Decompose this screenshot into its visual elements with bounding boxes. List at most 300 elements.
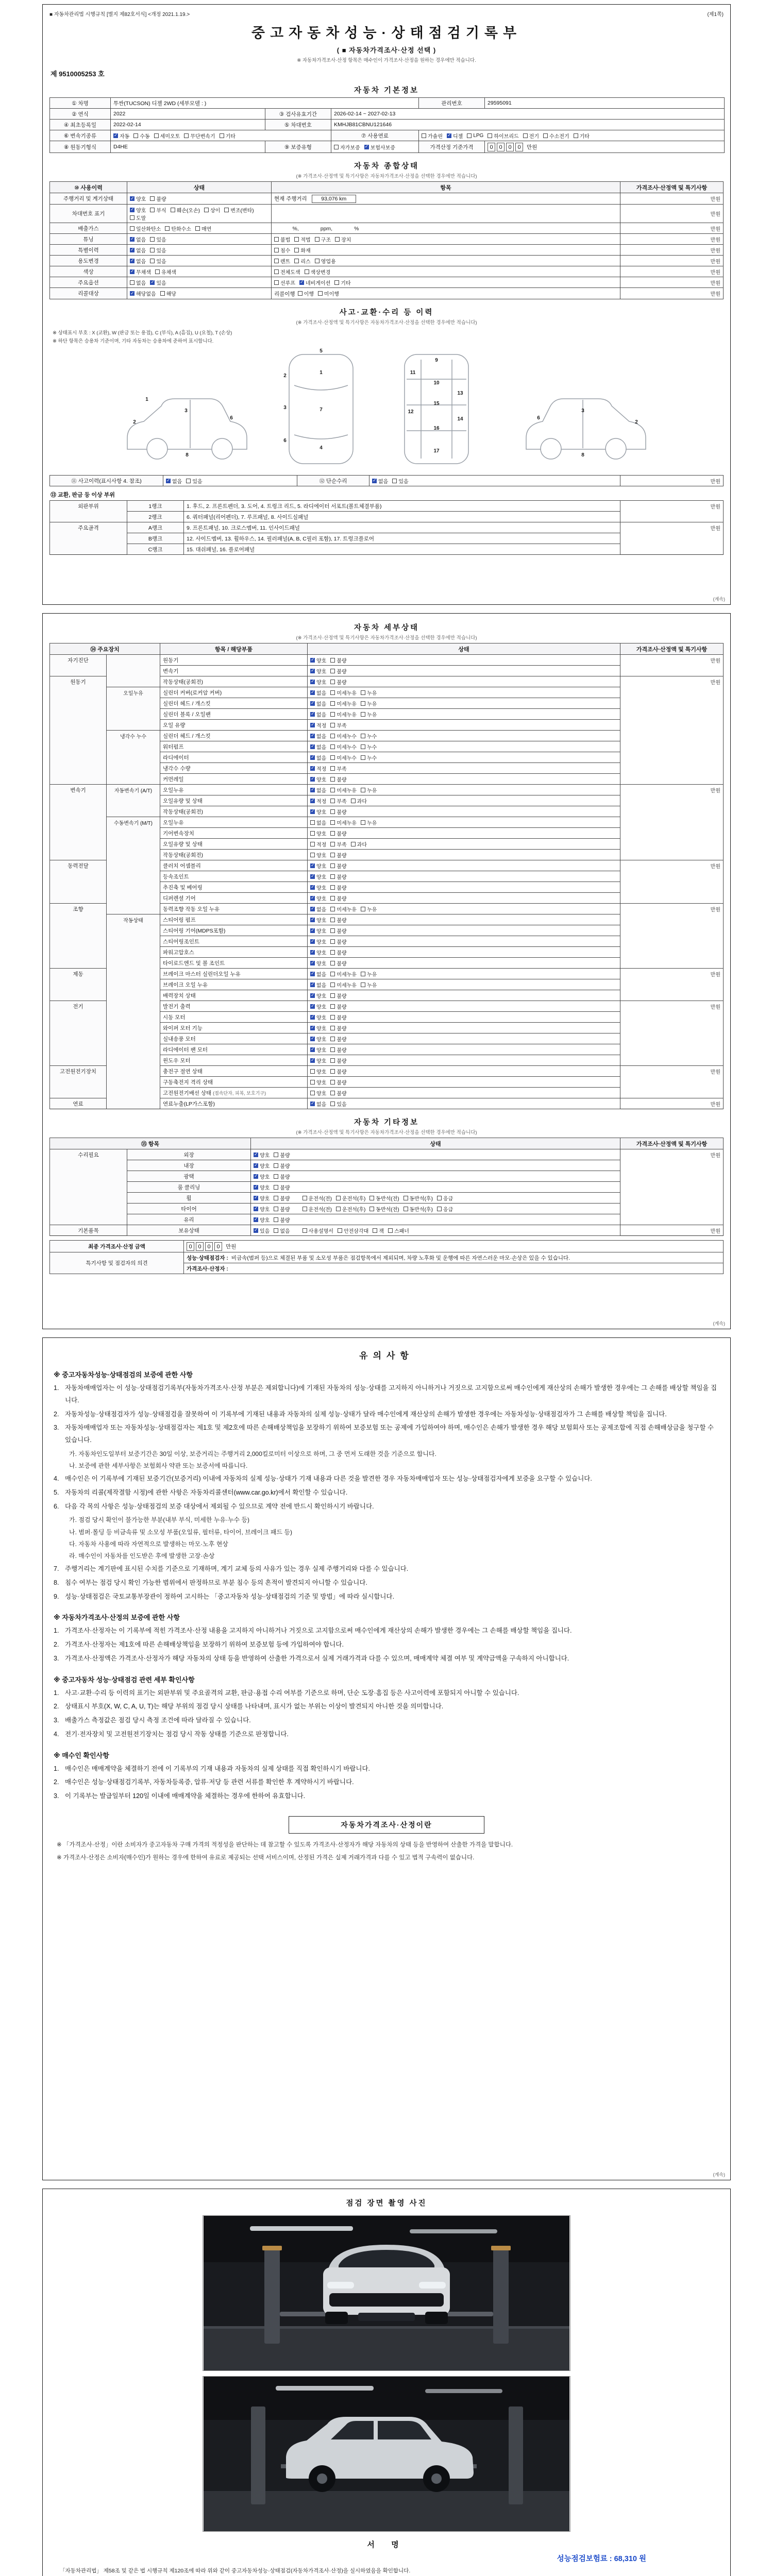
checkbox-option[interactable]	[330, 765, 346, 772]
checkbox-option[interactable]	[330, 775, 346, 783]
checkbox-option[interactable]	[150, 235, 166, 243]
checkbox-option[interactable]	[130, 246, 146, 254]
checkbox-option[interactable]	[334, 279, 350, 286]
checkbox-option[interactable]	[404, 1205, 433, 1213]
checkbox-option[interactable]	[318, 290, 339, 297]
checkbox-option[interactable]	[310, 840, 326, 848]
checkbox-option[interactable]	[274, 1173, 290, 1180]
checkbox-label: 양호	[316, 928, 327, 935]
checkbox-option[interactable]	[574, 132, 590, 140]
notice-item-text: 전기·전자장치 및 고전원전기장치는 점검 당시 작동 상태를 기준으로 판정합니다.	[65, 1730, 289, 1738]
checkbox-option[interactable]	[447, 132, 463, 140]
checkbox-option[interactable]	[274, 1162, 290, 1170]
basic-info-table	[49, 97, 725, 153]
checkbox-option[interactable]	[274, 279, 295, 286]
checkbox-option[interactable]	[310, 1100, 326, 1108]
checkbox-label: 양호	[260, 1196, 270, 1202]
usage-state-cell	[127, 277, 272, 288]
checkbox-option[interactable]	[330, 819, 357, 826]
checkbox-option[interactable]	[310, 689, 326, 697]
checkbox-option[interactable]	[130, 268, 151, 276]
checkbox-option[interactable]	[310, 710, 326, 718]
checkbox-option[interactable]	[361, 754, 377, 761]
checkbox-label: 양호	[316, 918, 327, 924]
checkbox-option[interactable]	[351, 840, 367, 848]
checkbox-option[interactable]	[254, 1194, 270, 1202]
device-state-cell	[308, 785, 620, 795]
checkbox-option[interactable]	[310, 873, 326, 880]
table-header-row	[50, 643, 724, 655]
checkbox-option[interactable]	[130, 290, 156, 297]
checkbox-option[interactable]	[330, 1057, 346, 1064]
checkbox-icon	[330, 1047, 335, 1052]
checkbox-option[interactable]	[150, 279, 166, 286]
checkbox-option[interactable]	[310, 765, 326, 772]
checkbox-option[interactable]	[330, 873, 346, 880]
checkbox-icon	[274, 269, 279, 274]
table-row	[50, 1241, 724, 1252]
usage-item-label: 주행거리 및 계기상태	[50, 193, 127, 205]
checkbox-option[interactable]	[330, 1078, 346, 1086]
checkbox-option[interactable]	[310, 927, 326, 935]
checkbox-option[interactable]	[310, 819, 326, 826]
checkbox-label: 없음	[136, 280, 146, 286]
checkbox-option[interactable]	[330, 948, 346, 956]
checkbox-icon	[310, 734, 315, 738]
price-cell	[620, 958, 724, 969]
checkbox-option[interactable]	[303, 1227, 333, 1234]
checkbox-option[interactable]	[330, 992, 346, 999]
device-item-label: 클러치 어셈블리	[163, 862, 201, 869]
price-cell	[620, 698, 724, 709]
checkbox-label: 선루프	[280, 280, 295, 286]
checkbox-option[interactable]	[361, 905, 377, 913]
checkbox-option[interactable]	[336, 1205, 365, 1213]
checkbox-option[interactable]	[195, 225, 211, 232]
checkbox-option[interactable]	[310, 981, 326, 989]
checkbox-option[interactable]	[310, 851, 326, 859]
checkbox-option[interactable]	[330, 927, 346, 935]
checkbox-icon	[437, 1207, 442, 1211]
checkbox-option[interactable]	[361, 689, 377, 697]
table-row	[50, 1149, 724, 1160]
checkbox-option[interactable]	[330, 732, 357, 740]
checkbox-option[interactable]	[310, 970, 326, 978]
checkbox-option[interactable]	[330, 1024, 346, 1032]
section-title: 점검 장면 촬영 사진	[346, 2199, 427, 2208]
checkbox-option[interactable]	[330, 808, 346, 816]
checkbox-option[interactable]	[330, 1003, 346, 1010]
checkbox-option[interactable]	[330, 1100, 346, 1108]
checkbox-option[interactable]	[150, 257, 166, 265]
checkbox-option[interactable]	[351, 797, 367, 805]
checkbox-option[interactable]	[130, 279, 146, 286]
checkbox-label: 누유	[366, 972, 377, 978]
checkbox-option[interactable]	[373, 1227, 384, 1234]
checkbox-label: 있음	[337, 1101, 347, 1108]
checkbox-label: 양호	[316, 1047, 327, 1054]
notice-item	[54, 1687, 719, 1700]
checkbox-option[interactable]	[310, 786, 326, 794]
checkbox-option[interactable]	[330, 894, 346, 902]
checkbox-option[interactable]	[310, 732, 326, 740]
signature-statement-1: 「자동차관리법」 제58조 및 같은 법 시행규칙 제120조에 따라 위와 같이 중고자동차성능·상태점검(자동차가격조사·산정)을 실시하였음을 확인합니다.	[60, 2568, 411, 2574]
checkbox-option[interactable]	[150, 246, 166, 254]
checkbox-option[interactable]	[274, 257, 290, 265]
device-item-label: 오일누유	[163, 787, 184, 793]
device-category	[50, 666, 107, 676]
checkbox-option[interactable]	[488, 132, 518, 140]
table-row	[50, 544, 724, 555]
checkbox-label: 잭	[379, 1228, 384, 1234]
checkbox-option[interactable]	[369, 1205, 399, 1213]
checkbox-option[interactable]	[274, 235, 290, 243]
notice-item-text: 침수 여부는 점검 당시 확인 가능한 범위에서 판정하므로 부분 침수 등의 흔적이 발견되지 아니할 수 있습니다.	[65, 1579, 367, 1586]
checkbox-option[interactable]	[330, 797, 346, 805]
table-row	[50, 1160, 724, 1171]
checkbox-option[interactable]	[165, 225, 191, 232]
checkbox-option[interactable]	[274, 1205, 290, 1213]
checkbox-option[interactable]	[130, 206, 146, 214]
device-category	[50, 1012, 107, 1023]
checkbox-label: 불량	[280, 1207, 290, 1213]
checkbox-option[interactable]	[335, 235, 351, 243]
checkbox-option[interactable]	[254, 1216, 270, 1224]
checkbox-icon	[310, 907, 315, 911]
checkbox-option[interactable]	[171, 206, 200, 214]
checkbox-option[interactable]	[310, 700, 326, 707]
table-row	[50, 533, 724, 544]
price-cell	[620, 731, 724, 741]
checkbox-option[interactable]	[310, 1013, 326, 1021]
checkbox-option[interactable]	[330, 656, 346, 664]
etc-item-label: 룸 클리닝	[127, 1182, 251, 1193]
checkbox-option[interactable]	[224, 206, 254, 214]
checkbox-option[interactable]	[274, 246, 290, 254]
device-item-label: 실내송풍 모터	[163, 1036, 196, 1042]
checkbox-label: 동반석(후)	[409, 1196, 433, 1202]
diagram-part-number: 13	[457, 391, 463, 396]
checkbox-option[interactable]	[330, 840, 346, 848]
checkbox-icon	[294, 259, 299, 263]
checkbox-option[interactable]	[310, 992, 326, 999]
checkbox-option[interactable]	[330, 862, 346, 870]
detail-row	[50, 655, 724, 666]
checkbox-option[interactable]	[310, 938, 326, 945]
checkbox-option[interactable]	[310, 1024, 326, 1032]
vehicle-damage-diagram	[116, 347, 657, 471]
notice-item-number: 9.	[54, 1592, 59, 1600]
device-state-cell	[308, 860, 620, 871]
checkbox-option[interactable]	[315, 257, 336, 265]
checkbox-option[interactable]	[361, 981, 377, 989]
checkbox-option[interactable]	[330, 689, 357, 697]
checkbox-option[interactable]	[310, 1089, 326, 1097]
checkbox-option[interactable]	[330, 938, 346, 945]
checkbox-icon	[171, 208, 175, 212]
checkbox-option[interactable]	[330, 1035, 346, 1043]
checkbox-option[interactable]	[361, 710, 377, 718]
checkbox-option[interactable]	[186, 477, 202, 485]
device-state-cell	[308, 795, 620, 806]
checkbox-option[interactable]	[330, 700, 357, 707]
checkbox-option[interactable]	[330, 1067, 346, 1075]
checkbox-label: 양호	[316, 669, 327, 675]
checkbox-option[interactable]	[330, 905, 357, 913]
checkbox-icon	[361, 690, 365, 695]
checkbox-icon	[274, 1217, 278, 1222]
checkbox-option[interactable]	[310, 656, 326, 664]
checkbox-option[interactable]	[310, 884, 326, 891]
checkbox-option[interactable]	[303, 1205, 332, 1213]
checkbox-option[interactable]	[150, 206, 166, 214]
checkbox-icon	[334, 280, 339, 285]
checkbox-option[interactable]	[310, 667, 326, 675]
checkbox-option[interactable]	[204, 206, 220, 214]
checkbox-label: 있음	[192, 479, 203, 485]
checkbox-option[interactable]	[294, 257, 310, 265]
checkbox-icon	[113, 133, 118, 138]
checkbox-option[interactable]	[254, 1227, 270, 1234]
checkbox-option[interactable]	[113, 132, 129, 140]
checkbox-option[interactable]	[330, 970, 357, 978]
checkbox-option[interactable]	[310, 775, 326, 783]
checkbox-option[interactable]	[274, 1151, 290, 1159]
checkbox-option[interactable]	[338, 1227, 368, 1234]
device-category	[50, 741, 107, 752]
device-item	[160, 655, 308, 666]
checkbox-icon	[330, 831, 335, 836]
checkbox-option[interactable]	[310, 743, 326, 751]
checkbox-option[interactable]	[254, 1173, 270, 1180]
checkbox-label: 적법	[300, 237, 311, 243]
checkbox-option[interactable]	[130, 225, 161, 232]
diagram-part-number: 11	[410, 370, 416, 376]
device-category	[50, 774, 107, 785]
checkbox-option[interactable]	[392, 477, 408, 485]
checkbox-option[interactable]	[310, 1067, 326, 1075]
checkbox-option[interactable]	[330, 829, 346, 837]
checkbox-option[interactable]	[330, 754, 357, 761]
checkbox-option[interactable]	[254, 1183, 270, 1191]
model-year-label: ② 연식	[50, 109, 111, 120]
device-item-label: 실린더 헤드 / 개스킷	[163, 733, 211, 739]
checkbox-option[interactable]	[361, 743, 377, 751]
checkbox-option[interactable]	[274, 1194, 290, 1202]
notice-item-text: 사고·교환·수리 등 이력의 표기는 외판부위 및 주요골격의 교환, 판금·용접 수리 여부를 기준으로 하며, 단순 도장·흠집 등은 사고이력에 포함되지 아니할 수 있습니다.	[65, 1689, 519, 1697]
checkbox-option[interactable]	[330, 786, 357, 794]
device-state-cell	[308, 925, 620, 936]
table-row	[50, 130, 725, 141]
detail-row	[50, 720, 724, 731]
checkbox-option[interactable]	[330, 981, 357, 989]
checkbox-option[interactable]	[160, 290, 176, 297]
device-subgroup	[107, 1033, 160, 1044]
checkbox-option[interactable]	[310, 829, 326, 837]
checkbox-option[interactable]	[361, 819, 377, 826]
checkbox-option[interactable]	[310, 797, 326, 805]
appraiser-opinion	[184, 1263, 724, 1274]
checkbox-option[interactable]	[330, 1046, 346, 1054]
checkbox-option[interactable]	[310, 1003, 326, 1010]
device-item-label: 라디에이터	[163, 754, 189, 761]
checkbox-option[interactable]	[310, 959, 326, 967]
checkbox-option[interactable]	[330, 959, 346, 967]
checkbox-option[interactable]	[330, 678, 346, 686]
checkbox-icon	[310, 712, 315, 717]
checkbox-option[interactable]	[310, 1046, 326, 1054]
checkbox-option[interactable]	[361, 970, 377, 978]
notice-item	[54, 1639, 719, 1651]
checkbox-option[interactable]	[310, 916, 326, 924]
detail-row	[50, 1098, 724, 1109]
price-cell: 만원	[620, 1098, 724, 1109]
checkbox-icon	[361, 820, 365, 825]
checkbox-option[interactable]	[299, 279, 330, 286]
checkbox-option[interactable]	[330, 721, 346, 729]
checkbox-option[interactable]	[310, 808, 326, 816]
col-state: 상태	[127, 182, 272, 193]
checkbox-option[interactable]	[404, 1194, 433, 1202]
checkbox-option[interactable]	[330, 884, 346, 891]
checkbox-icon	[274, 259, 279, 263]
checkbox-option[interactable]	[254, 1162, 270, 1170]
checkbox-option[interactable]	[437, 1194, 453, 1202]
device-item-label: 시동 모터	[163, 1014, 186, 1021]
checkbox-option[interactable]	[361, 786, 377, 794]
device-subgroup	[107, 720, 160, 731]
checkbox-option[interactable]	[310, 754, 326, 761]
price-cell	[620, 1044, 724, 1055]
checkbox-option[interactable]	[334, 143, 360, 151]
device-item	[160, 936, 308, 947]
etc-section-head	[49, 1113, 724, 1138]
checkbox-option[interactable]	[330, 667, 346, 675]
checkbox-option[interactable]	[361, 700, 377, 707]
checkbox-option[interactable]	[330, 710, 357, 718]
checkbox-option[interactable]	[315, 235, 331, 243]
checkbox-option[interactable]	[133, 132, 149, 140]
checkbox-option[interactable]	[294, 235, 310, 243]
checkbox-option[interactable]	[303, 1194, 332, 1202]
checkbox-option[interactable]	[274, 1216, 290, 1224]
table-row	[50, 1182, 724, 1193]
checkbox-option[interactable]	[310, 905, 326, 913]
device-state-cell	[308, 947, 620, 958]
checkbox-option[interactable]	[310, 1057, 326, 1064]
notice-item-number: 4.	[54, 1730, 59, 1738]
checkbox-icon	[330, 982, 335, 987]
notice-item-number: 3.	[54, 1792, 59, 1800]
checkbox-option[interactable]	[361, 732, 377, 740]
device-item	[160, 709, 308, 720]
checkbox-option[interactable]	[336, 1194, 365, 1202]
checkbox-option[interactable]	[310, 721, 326, 729]
checkbox-option[interactable]	[130, 195, 146, 202]
panel-rank: 2랭크	[127, 512, 184, 522]
checkbox-label: 양호	[316, 885, 327, 891]
device-item-label: 냉각수 수량	[163, 765, 191, 772]
checkbox-option[interactable]	[294, 246, 310, 254]
etc-category	[50, 1160, 127, 1171]
checkbox-option[interactable]	[130, 235, 146, 243]
price-cell	[620, 893, 724, 904]
checkbox-option[interactable]	[254, 1151, 270, 1159]
checkbox-icon	[130, 280, 135, 285]
checkbox-option[interactable]	[364, 143, 395, 151]
checkbox-option[interactable]	[274, 1183, 290, 1191]
overall-row	[50, 277, 724, 288]
checkbox-option[interactable]	[298, 290, 314, 297]
detail-row	[50, 1066, 724, 1077]
checkbox-option[interactable]	[254, 1205, 270, 1213]
checkbox-option[interactable]	[150, 195, 166, 202]
checkbox-option[interactable]	[220, 132, 236, 140]
notice-item-text: 매수인은 매매계약을 체결하기 전에 이 기록부의 기재 내용과 자동차의 실제 상태를 직접 확인하시기 바랍니다.	[65, 1765, 370, 1772]
mgmt-no-value: 29595091	[485, 98, 725, 109]
usage-state-cell	[127, 205, 272, 223]
checkbox-icon	[330, 799, 335, 803]
checkbox-option[interactable]	[310, 894, 326, 902]
simple-repair-label: ⑫ 단순수리	[297, 476, 369, 486]
checkbox-option[interactable]	[330, 743, 357, 751]
checkbox-option[interactable]	[330, 1089, 346, 1097]
checkbox-icon	[274, 237, 279, 242]
checkbox-option[interactable]	[372, 477, 388, 485]
checkbox-option[interactable]	[130, 214, 146, 222]
checkbox-label: 불량	[337, 1015, 347, 1021]
checkbox-option[interactable]	[155, 268, 176, 276]
notice-item-text: 이 기록부는 발급일부터 120일 이내에 매매계약을 체결하는 경우에 한하여 유효합니다.	[65, 1792, 306, 1800]
checkbox-label: 상이	[210, 208, 221, 214]
checkbox-option[interactable]	[310, 1035, 326, 1043]
checkbox-option[interactable]	[184, 132, 215, 140]
checkbox-option[interactable]	[330, 916, 346, 924]
checkbox-label: 양호	[136, 208, 146, 214]
checkbox-option[interactable]	[422, 132, 443, 140]
checkbox-option[interactable]	[330, 1013, 346, 1021]
checkbox-option[interactable]	[543, 132, 569, 140]
checkbox-option[interactable]	[305, 268, 331, 276]
checkbox-option[interactable]	[369, 1194, 399, 1202]
device-subgroup	[107, 676, 160, 687]
checkbox-option[interactable]	[310, 678, 326, 686]
checkbox-option[interactable]	[310, 948, 326, 956]
usage-item-label: 튜닝	[50, 234, 127, 245]
usage-detail-cell	[272, 205, 620, 223]
checkbox-label: 양호	[316, 680, 327, 686]
device-item	[160, 839, 308, 850]
device-item-label: 배력장치 상태	[163, 992, 196, 999]
checkbox-option[interactable]	[523, 132, 539, 140]
checkbox-option[interactable]	[166, 477, 182, 485]
checkbox-label: 없음	[136, 237, 146, 243]
checkbox-option[interactable]	[467, 133, 483, 139]
checkbox-label: 미이행	[324, 291, 339, 297]
checkbox-option[interactable]	[330, 851, 346, 859]
checkbox-option[interactable]	[274, 268, 300, 276]
checkbox-option[interactable]	[437, 1205, 453, 1213]
checkbox-option[interactable]	[388, 1227, 409, 1234]
device-subgroup	[107, 990, 160, 1001]
checkbox-option[interactable]	[310, 1078, 326, 1086]
checkbox-option[interactable]	[310, 862, 326, 870]
detail-row	[50, 698, 724, 709]
checkbox-option[interactable]	[154, 132, 180, 140]
checkbox-option[interactable]	[130, 257, 146, 265]
checkbox-option[interactable]	[274, 1227, 290, 1234]
diagram-part-number: 10	[433, 380, 440, 386]
